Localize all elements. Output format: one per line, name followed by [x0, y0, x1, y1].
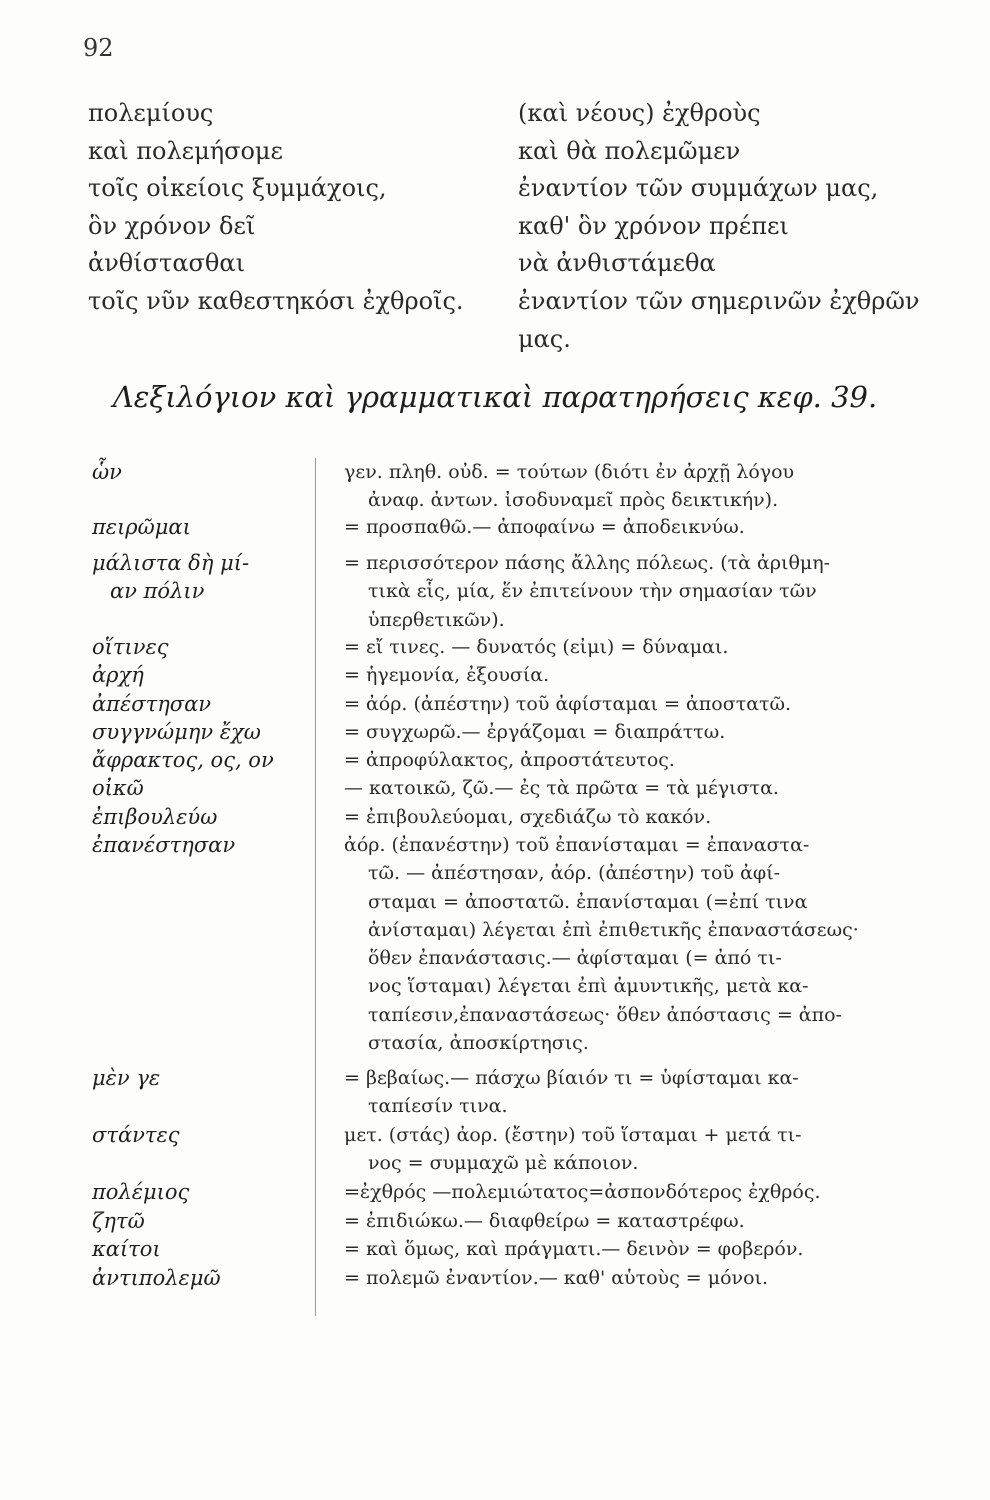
vocab-term	[92, 1207, 314, 1235]
vocab-definition	[344, 803, 974, 831]
vocab-term	[92, 1235, 314, 1263]
definition-line: ἀναφ. ἀντων. ἰσοδυναμεῖ πρὸς δεικτικήν).	[368, 489, 779, 512]
modern-greek-column	[518, 95, 968, 358]
vocab-definition	[344, 831, 974, 1057]
term-line: αν πόλιν	[110, 579, 205, 604]
vocab-definition	[344, 690, 974, 718]
vocab-definition	[344, 1207, 974, 1235]
definition-line: = περισσότερον πάσης ἄλλης πόλεως. (τὰ ἀριθμη-	[344, 552, 831, 574]
text-line: ἐναντίον τῶν σημερινῶν ἐχθρῶν	[518, 286, 920, 315]
definition-line: = καὶ ὅμως, καὶ πράγματι.— δεινὸν = φοβερόν.	[344, 1238, 804, 1260]
text-line: καὶ θὰ πολεμῶμεν	[518, 136, 741, 165]
term-line: πειρῶμαι	[92, 515, 191, 539]
vocab-term	[92, 661, 314, 689]
section-title: Λεξιλόγιον καὶ γραμματικαὶ παρατηρήσεις κεφ. 39.	[112, 380, 878, 414]
definition-line: — κατοικῶ, ζῶ.— ἐς τὰ πρῶτα = τὰ μέγιστα.	[344, 777, 779, 799]
vocab-term	[92, 458, 314, 486]
vocab-term	[92, 774, 314, 802]
term-line: οἵτινες	[92, 635, 169, 659]
vocab-definition	[344, 458, 974, 515]
text-line: ὃν χρόνον δεῖ	[88, 211, 256, 240]
definition-line: = ἐπιβουλεύομαι, σχεδιάζω τὸ κακόν.	[344, 806, 712, 828]
definition-line: ταπίεσιν,ἐπαναστάσεως· ὅθεν ἀπόστασις = ἀπο-	[368, 1003, 842, 1026]
term-line: πολέμιος	[92, 1180, 190, 1204]
term-line: μὲν γε	[92, 1066, 161, 1090]
vocab-definition	[344, 1064, 974, 1121]
vocab-definition	[344, 661, 974, 689]
definition-line: = προσπαθῶ.— ἀποφαίνω = ἀποδεικνύω.	[344, 516, 745, 538]
definition-line: νος ἵσταμαι) λέγεται ἐπὶ ἀμυντικῆς, μετὰ κα-	[368, 975, 809, 998]
definition-line: = ἀπροφύλακτος, ἀπροστάτευτος.	[344, 749, 675, 771]
term-line: ἀντιπολεμῶ	[92, 1266, 221, 1290]
vocab-term	[92, 513, 314, 541]
definition-line: ἀόρ. (ἐπανέστην) τοῦ ἐπανίσταμαι = ἐπαναστα-	[344, 834, 810, 856]
definition-line: τῶ. — ἀπέστησαν, ἀόρ. (ἀπέστην) τοῦ ἀφί-	[368, 862, 781, 885]
definition-line: νος = συμμαχῶ μὲ κάποιον.	[368, 1152, 639, 1175]
text-line: ἐναντίον τῶν συμμάχων μας,	[518, 174, 879, 203]
definition-line: =ἐχθρός —πολεμιώτατος=ἀσπονδότερος ἐχθρός.	[344, 1181, 821, 1203]
term-line: στάντες	[92, 1123, 180, 1147]
definition-line: = ἀόρ. (ἀπέστην) τοῦ ἀφίσταμαι = ἀποστατῶ.	[344, 693, 792, 715]
definition-line: = εἴ τινες. — δυνατός (εἰμι) = δύναμαι.	[344, 636, 729, 658]
definition-line: τικὰ εἷς, μία, ἕν ἐπιτείνουν τὴν σημασίαν τῶν	[368, 580, 817, 603]
definition-line: ὅθεν ἐπανάστασις.— ἀφίσταμαι (= ἀπό τι-	[368, 947, 782, 970]
definition-line: ἀνίσταμαι) λέγεται ἐπὶ ἐπιθετικῆς ἐπαναστάσεως·	[368, 918, 859, 941]
vocab-definition	[344, 633, 974, 661]
vocab-definition	[344, 746, 974, 774]
vocab-definition	[344, 1121, 974, 1178]
term-line: μάλιστα δὴ μί-	[92, 551, 250, 575]
term-line: ἀρχή	[92, 663, 144, 687]
vocab-definition	[344, 1235, 974, 1263]
definition-line: = πολεμῶ ἐναντίον.— καθ' αὑτοὺς = μόνοι.	[344, 1267, 769, 1289]
definition-line: = βεβαίως.— πάσχω βίαιόν τι = ὑφίσταμαι κα-	[344, 1067, 799, 1089]
definition-line: = συγχωρῶ.— ἐργάζομαι = διαπράττω.	[344, 721, 726, 743]
text-line: καθ' ὃν χρόνον πρέπει	[518, 211, 789, 240]
vocab-definition	[344, 513, 974, 541]
definition-line: στασία, ἀποσκίρτησις.	[368, 1032, 589, 1055]
text-line: ἀνθίστασθαι	[88, 249, 245, 278]
text-line: τοῖς νῦν καθεστηκόσι ἐχθροῖς.	[88, 286, 464, 315]
definition-line: = ἡγεμονία, ἐξουσία.	[344, 664, 550, 686]
text-line: τοῖς οἰκείοις ξυμμάχοις,	[88, 174, 387, 203]
definition-line: = ἐπιδιώκω.— διαφθείρω = καταστρέφω.	[344, 1210, 745, 1232]
term-line: οἰκῶ	[92, 776, 144, 800]
vocab-definition	[344, 549, 974, 634]
vocab-term	[92, 1264, 314, 1292]
vocab-term	[92, 718, 314, 746]
vocab-term	[92, 831, 314, 859]
vocab-term	[92, 1178, 314, 1206]
term-line: καίτοι	[92, 1237, 161, 1261]
definition-line: ὑπερθετικῶν).	[368, 608, 505, 631]
parallel-text	[88, 95, 968, 358]
text-line: μας.	[518, 324, 571, 353]
term-line: ἐπανέστησαν	[92, 833, 236, 857]
term-line: συγγνώμην ἔχω	[92, 720, 261, 744]
vocab-term	[92, 803, 314, 831]
definition-line: ταπίεσίν τινα.	[368, 1095, 508, 1118]
vocab-term	[92, 690, 314, 718]
term-line: ὧν	[92, 460, 122, 484]
text-line: καὶ πολεμήσομε	[88, 136, 283, 165]
term-line: ἐπιβουλεύω	[92, 805, 218, 829]
term-line: ἀπέστησαν	[92, 692, 212, 716]
vocab-definition	[344, 1264, 974, 1292]
column-divider	[315, 458, 316, 1316]
vocab-term	[92, 1064, 314, 1092]
text-line: πολεμίους	[88, 99, 214, 127]
page-number: 92	[83, 34, 114, 62]
term-line: ζητῶ	[92, 1209, 145, 1233]
vocab-term	[92, 549, 314, 606]
term-line: ἄφρακτος, ος, ον	[92, 748, 274, 772]
vocab-definition	[344, 718, 974, 746]
vocab-definition	[344, 774, 974, 802]
ancient-greek-column	[88, 95, 518, 358]
vocab-term	[92, 633, 314, 661]
definition-line: γεν. πληθ. οὐδ. = τούτων (διότι ἐν ἀρχῇ λόγου	[344, 461, 795, 483]
vocab-term	[92, 746, 314, 774]
definition-line: σταμαι = ἀποστατῶ. ἐπανίσταμαι (=ἐπί τινα	[368, 890, 808, 913]
vocab-definition	[344, 1178, 974, 1206]
text-line: (καὶ νέους) ἐχθροὺς	[518, 99, 761, 127]
text-line: νὰ ἀνθιστάμεθα	[518, 249, 716, 278]
definition-line: μετ. (στάς) ἀορ. (ἔστην) τοῦ ἵσταμαι + μετά τι-	[344, 1124, 802, 1146]
vocab-term	[92, 1121, 314, 1149]
